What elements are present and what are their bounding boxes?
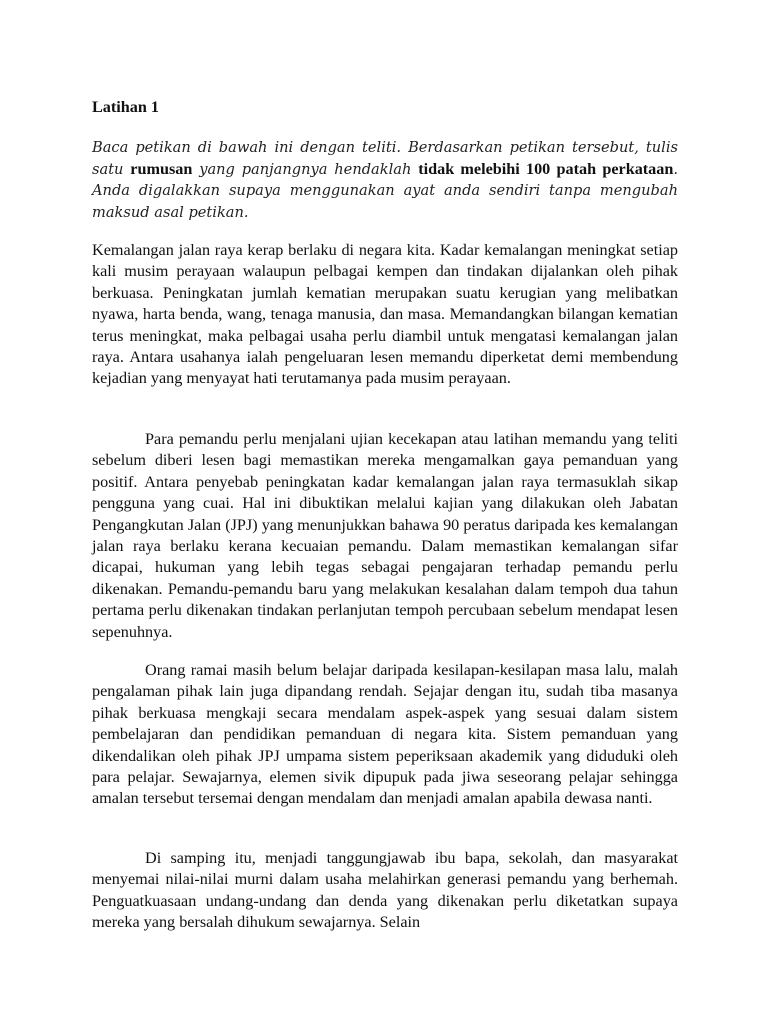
passage-paragraph-2: Para pemandu perlu menjalani ujian kecekapan atau latihan memandu yang teliti sebelum diberi lesen bagi memastikan mereka mengamalkan gaya pemanduan yang positif. Antara penyebab peningkatan kadar kemalangan jalan raya termasuklah sikap pengguna yang cuai. Hal ini dibuktikan melalui kajian yang dilakukan oleh Jabatan Pengangkutan Jalan (JPJ) yang menunjukkan bahawa 90 peratus daripada kes kemalangan jalan raya berlaku kerana kecuaian pemandu. Dalam memastikan kemalangan sifar dicapai, hukuman yang lebih tegas sebagai pengajaran terhadap pemandu perlu dikenakan. Pemandu-pemandu baru yang melakukan kesalahan dalam tempoh dua tahun pertama perlu dikenakan tindakan perlanjutan tempoh percubaan sebelum mendapat lesen sepenuhnya. — [92, 430, 678, 641]
passage-paragraph-1: Kemalangan jalan raya kerap berlaku di negara kita. Kadar kemalangan meningkat setiap kali musim perayaan walaupun pelbagai kempen dan tindakan dijalankan oleh pihak berkuasa. Peningkatan jumlah kematian merupakan suatu kerugian yang melibatkan nyawa, harta benda, wang, tenaga manusia, dan masa. Memandangkan bilangan kematian terus meningkat, maka pelbagai usaha perlu diambil untuk mengatasi kemalangan jalan raya. Antara usahanya ialah pengeluaran lesen memandu diperketat demi membendung kejadian yang menyayat hati terutamanya pada musim perayaan. — [92, 241, 678, 388]
instruction-bold-rumusan: rumusan — [130, 159, 193, 178]
instruction-bold-word-limit: tidak melebihi 100 patah perkataan — [418, 159, 674, 178]
instruction-paragraph — [92, 137, 678, 223]
instruction-text-1: Baca petikan di bawah ini dengan teliti. Berdasarkan petikan tersebut, tulis satu — [92, 139, 678, 178]
instruction-text-3: . Anda digalakkan supaya menggunakan ayat anda sendiri tanpa mengubah maksud asal petikan. — [92, 160, 679, 221]
exercise-title: Latihan 1 — [92, 98, 160, 116]
instruction-text-2: yang panjangnya hendaklah — [199, 160, 412, 178]
passage-paragraph-3: Orang ramai masih belum belajar daripada kesilapan-kesilapan masa lalu, malah pengalaman pihak lain juga dipandang rendah. Sejajar dengan itu, sudah tiba masanya pihak berkuasa mengkaji secara mendalam aspek-aspek yang sesuai dalam sistem pembelajaran dan pendidikan pemanduan di negara kita. Sistem pemanduan yang dikendalikan oleh pihak JPJ umpama sistem peperiksaan akademik yang diduduki oleh para pelajar. Sewajarnya, elemen sivik dipupuk pada jiwa seseorang pelajar sehingga amalan tersebut tersemai dengan mendalam dan menjadi amalan apabila dewasa nanti. — [92, 661, 678, 808]
passage-paragraph-4: Di samping itu, menjadi tanggungjawab ibu bapa, sekolah, dan masyarakat menyemai nilai-nilai murni dalam usaha melahirkan generasi pemandu yang berhemah. Penguatkuasaan undang-undang dan denda yang dikenakan perlu diketatkan supaya mereka yang bersalah dihukum sewajarnya. Selain — [92, 849, 678, 932]
